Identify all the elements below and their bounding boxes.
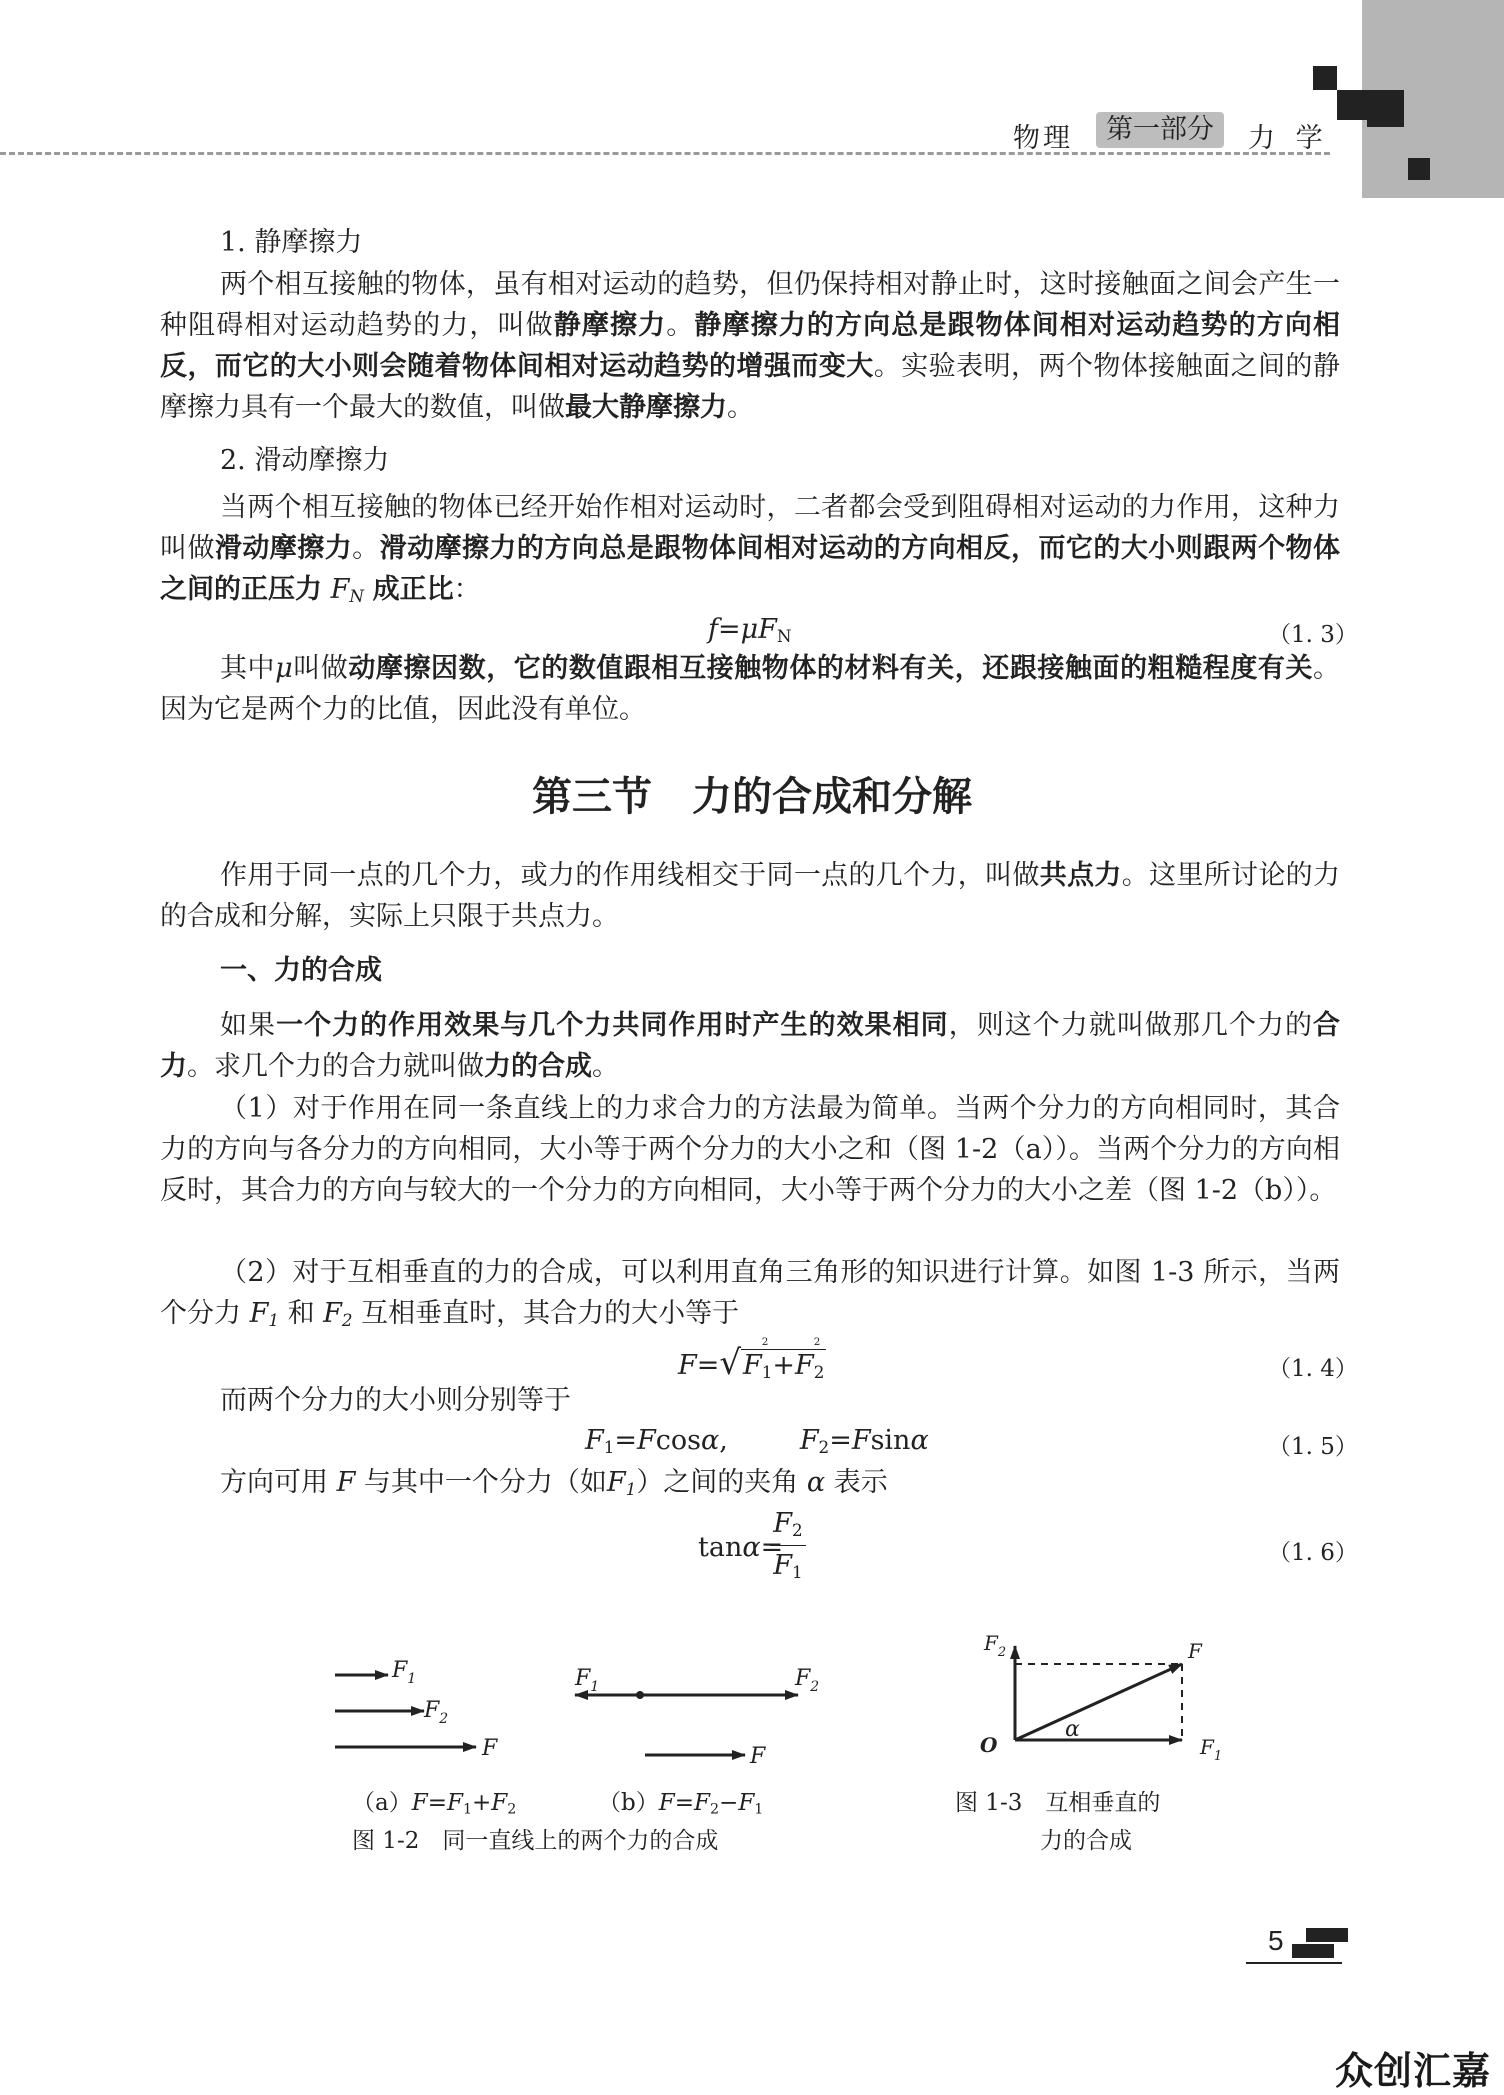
symbol-FN: $F_N$ (330, 574, 364, 607)
footer-square-6 (1292, 1944, 1306, 1958)
equation-1-3-number: （1. 3） (1268, 622, 1358, 648)
concurrent-forces-paragraph (160, 855, 1340, 937)
text: 两个相互接触的物体，虽有相对运动的趋势，但仍保持相对静止时，这时接触面之间会产生一种阻碍相对运动趋势的力，叫做 (160, 269, 1340, 341)
text: 。因为它是两个力的比值，因此没有单位。 (160, 653, 1341, 725)
text: 互相垂直时，其合力的大小等于 (361, 1298, 740, 1329)
figure-1-2-caption: 图 1-2 同一直线上的两个力的合成 (352, 1828, 719, 1854)
text: 表示 (833, 1467, 888, 1498)
text: 。 (592, 1051, 619, 1082)
figure-1-2-diagram (320, 1655, 840, 1785)
text-bold: ，它的数值跟相互接触物体的材料有关，还跟接触面的粗糙程度有关 (486, 653, 1314, 684)
composition-heading: 一、力的合成 (220, 955, 382, 986)
header-chapter: 力 学 (1248, 123, 1329, 154)
term-max-static-friction: 最大静摩擦力 (565, 392, 727, 423)
equation-1-3: $f=\mu F_N$ (708, 614, 792, 647)
footer-square-5 (1320, 1944, 1334, 1958)
label-O: O (980, 1733, 998, 1757)
vector-F (1015, 1664, 1182, 1740)
equation-1-5: $F_1=Fcos\alpha$, $F_2=Fsin\alpha$ (585, 1425, 929, 1458)
label-alpha: α (1065, 1717, 1080, 1742)
term-resultant: 合力 (160, 1010, 1341, 1082)
figure-1-2b-caption: $(b)F=F_2-F_1$ (598, 1790, 764, 1818)
term-friction-coefficient: 动摩擦因数 (348, 653, 487, 684)
equation-1-4: F=√F $_{2 1}$+F $_{2 2}$ (678, 1336, 825, 1383)
header-subject: 物理 (1013, 123, 1073, 154)
header-square-4 (1408, 158, 1430, 180)
label-F2: $F_2$ (984, 1631, 1007, 1660)
footer-square-1 (1306, 1928, 1320, 1942)
symbol-F1: $F_1$ (606, 1467, 637, 1500)
text: 。 (727, 392, 754, 423)
text: 作用于同一点的几个力，或力的作用线相交于同一点的几个力，叫做 (220, 860, 1040, 891)
text: 叫做 (292, 653, 349, 684)
symbol-alpha: α (806, 1467, 826, 1498)
text: ： (453, 574, 481, 605)
text-bold: 成正比 (372, 574, 454, 605)
label-F1-b: $F_1$ (575, 1666, 600, 1695)
header-square-1 (1313, 66, 1337, 90)
text: 其中 (220, 653, 276, 684)
section-title: 第三节 力的合成和分解 (532, 773, 972, 820)
label-F2: $F_2$ (424, 1698, 449, 1727)
perpendicular-forces-paragraph (160, 1252, 1340, 1334)
text: 。实验表明，两个物体接触面之间的静摩擦力具有一个最大的数值，叫做 (160, 351, 1341, 423)
page-number: 5 (1268, 1925, 1284, 1956)
static-friction-heading: 1. 静摩擦力 (220, 227, 363, 258)
components-text: 而两个分力的大小则分别等于 (220, 1385, 571, 1416)
text: 方向可用 (220, 1467, 328, 1498)
collinear-forces-paragraph: （1）对于作用在同一条直线上的力求合力的方法最为简单。当两个分力的方向相同时，其合力的方向与各分力的方向相同，大小等于两个分力的大小之和（图 1-2（a））。当两个分力的方向相反时，其合力的方向与较大的一个分力的方向相同，大小等于两个分力的大小之差（图 1-2（b））。 (160, 1093, 1340, 1206)
text: 与其中一个分力（如 (363, 1467, 607, 1498)
symbol-F1: $F_1$ (249, 1298, 279, 1331)
symbol-F2: $F_2$ (323, 1298, 353, 1331)
symbol-mu: μ (275, 653, 293, 684)
text: 。这里所讨论的力的合成和分解，实际上只限于共点力。 (160, 860, 1341, 932)
term-composition: 力的合成 (484, 1051, 592, 1082)
sliding-friction-heading: 2. 滑动摩擦力 (220, 445, 390, 476)
watermark: 众创汇嘉 (1335, 2049, 1492, 2093)
label-F: F (1188, 1639, 1202, 1663)
symbol-F: F (336, 1467, 356, 1498)
text: 和 (287, 1298, 315, 1329)
direction-text (220, 1462, 888, 1503)
header-square-3 (1367, 90, 1404, 127)
text-bold: 滑动摩擦力的方向总是跟物体间相对运动的方向相反，而它的大小则跟两个物体之间的正压力 (160, 533, 1341, 605)
term-static-friction: 静摩擦力 (553, 310, 667, 341)
text: （a） (352, 1790, 412, 1816)
figure-1-3-caption-line2: 力的合成 (1040, 1828, 1132, 1854)
equation-1-6-number: （1. 6） (1268, 1540, 1358, 1566)
equation-1-5-number: （1. 5） (1268, 1434, 1358, 1460)
term-sliding-friction: 滑动摩擦力 (214, 533, 353, 564)
friction-coefficient-paragraph (160, 648, 1340, 730)
text: 。求几个力的合力就叫做 (187, 1051, 484, 1082)
header-part-badge: 第一部分 (1096, 112, 1224, 148)
point-of-application (636, 1691, 644, 1699)
text: ）之间的夹角 (636, 1467, 799, 1498)
footer-square-3 (1334, 1928, 1348, 1942)
footer-square-2 (1320, 1928, 1334, 1942)
header-square-2 (1337, 90, 1367, 120)
text: 如果 (220, 1010, 277, 1041)
text-bold: 静摩擦力的方向总是跟物体间相对运动趋势的方向相反，而它的大小则会随着物体间相对运动趋势的增强而变大 (160, 310, 1341, 382)
text: 当两个相互接触的物体已经开始作相对运动时，二者都会受到阻碍相对运动的力作用，这种力叫做 (160, 492, 1340, 564)
label-F1: $F_1$ (392, 1658, 417, 1687)
text: （b） (598, 1790, 659, 1816)
text: （2）对于互相垂直的力的合成，可以利用直角三角形的知识进行计算。如图 1-3 所示，当两个分力 (160, 1257, 1340, 1329)
label-F1: $F_1$ (1200, 1735, 1223, 1764)
sliding-friction-paragraph (160, 487, 1340, 610)
figure-1-2a-caption: $(a)F=F_1+F_2$ (352, 1790, 517, 1818)
label-F-b: F (750, 1744, 766, 1769)
header-dashed-rule (0, 152, 1330, 155)
term-concurrent-forces: 共点力 (1039, 860, 1122, 891)
static-friction-paragraph (160, 264, 1340, 428)
equation-1-4-number: （1. 4） (1268, 1356, 1358, 1382)
text: ，则这个力就叫做那几个力的 (948, 1010, 1314, 1041)
figure-1-3-caption-line1: 图 1-3 互相垂直的 (955, 1790, 1161, 1816)
figure-1-3-diagram (970, 1630, 1230, 1780)
text-bold: 一个力的作用效果与几个力共同作用时产生的效果相同 (276, 1010, 949, 1041)
text: 。 (666, 310, 695, 341)
resultant-definition-paragraph (160, 1005, 1340, 1087)
page-number-underline (1246, 1962, 1342, 1964)
text: 。 (352, 533, 380, 564)
label-F2-b: $F_2$ (795, 1666, 820, 1695)
label-F: F (482, 1736, 498, 1761)
footer-square-4 (1306, 1944, 1320, 1958)
